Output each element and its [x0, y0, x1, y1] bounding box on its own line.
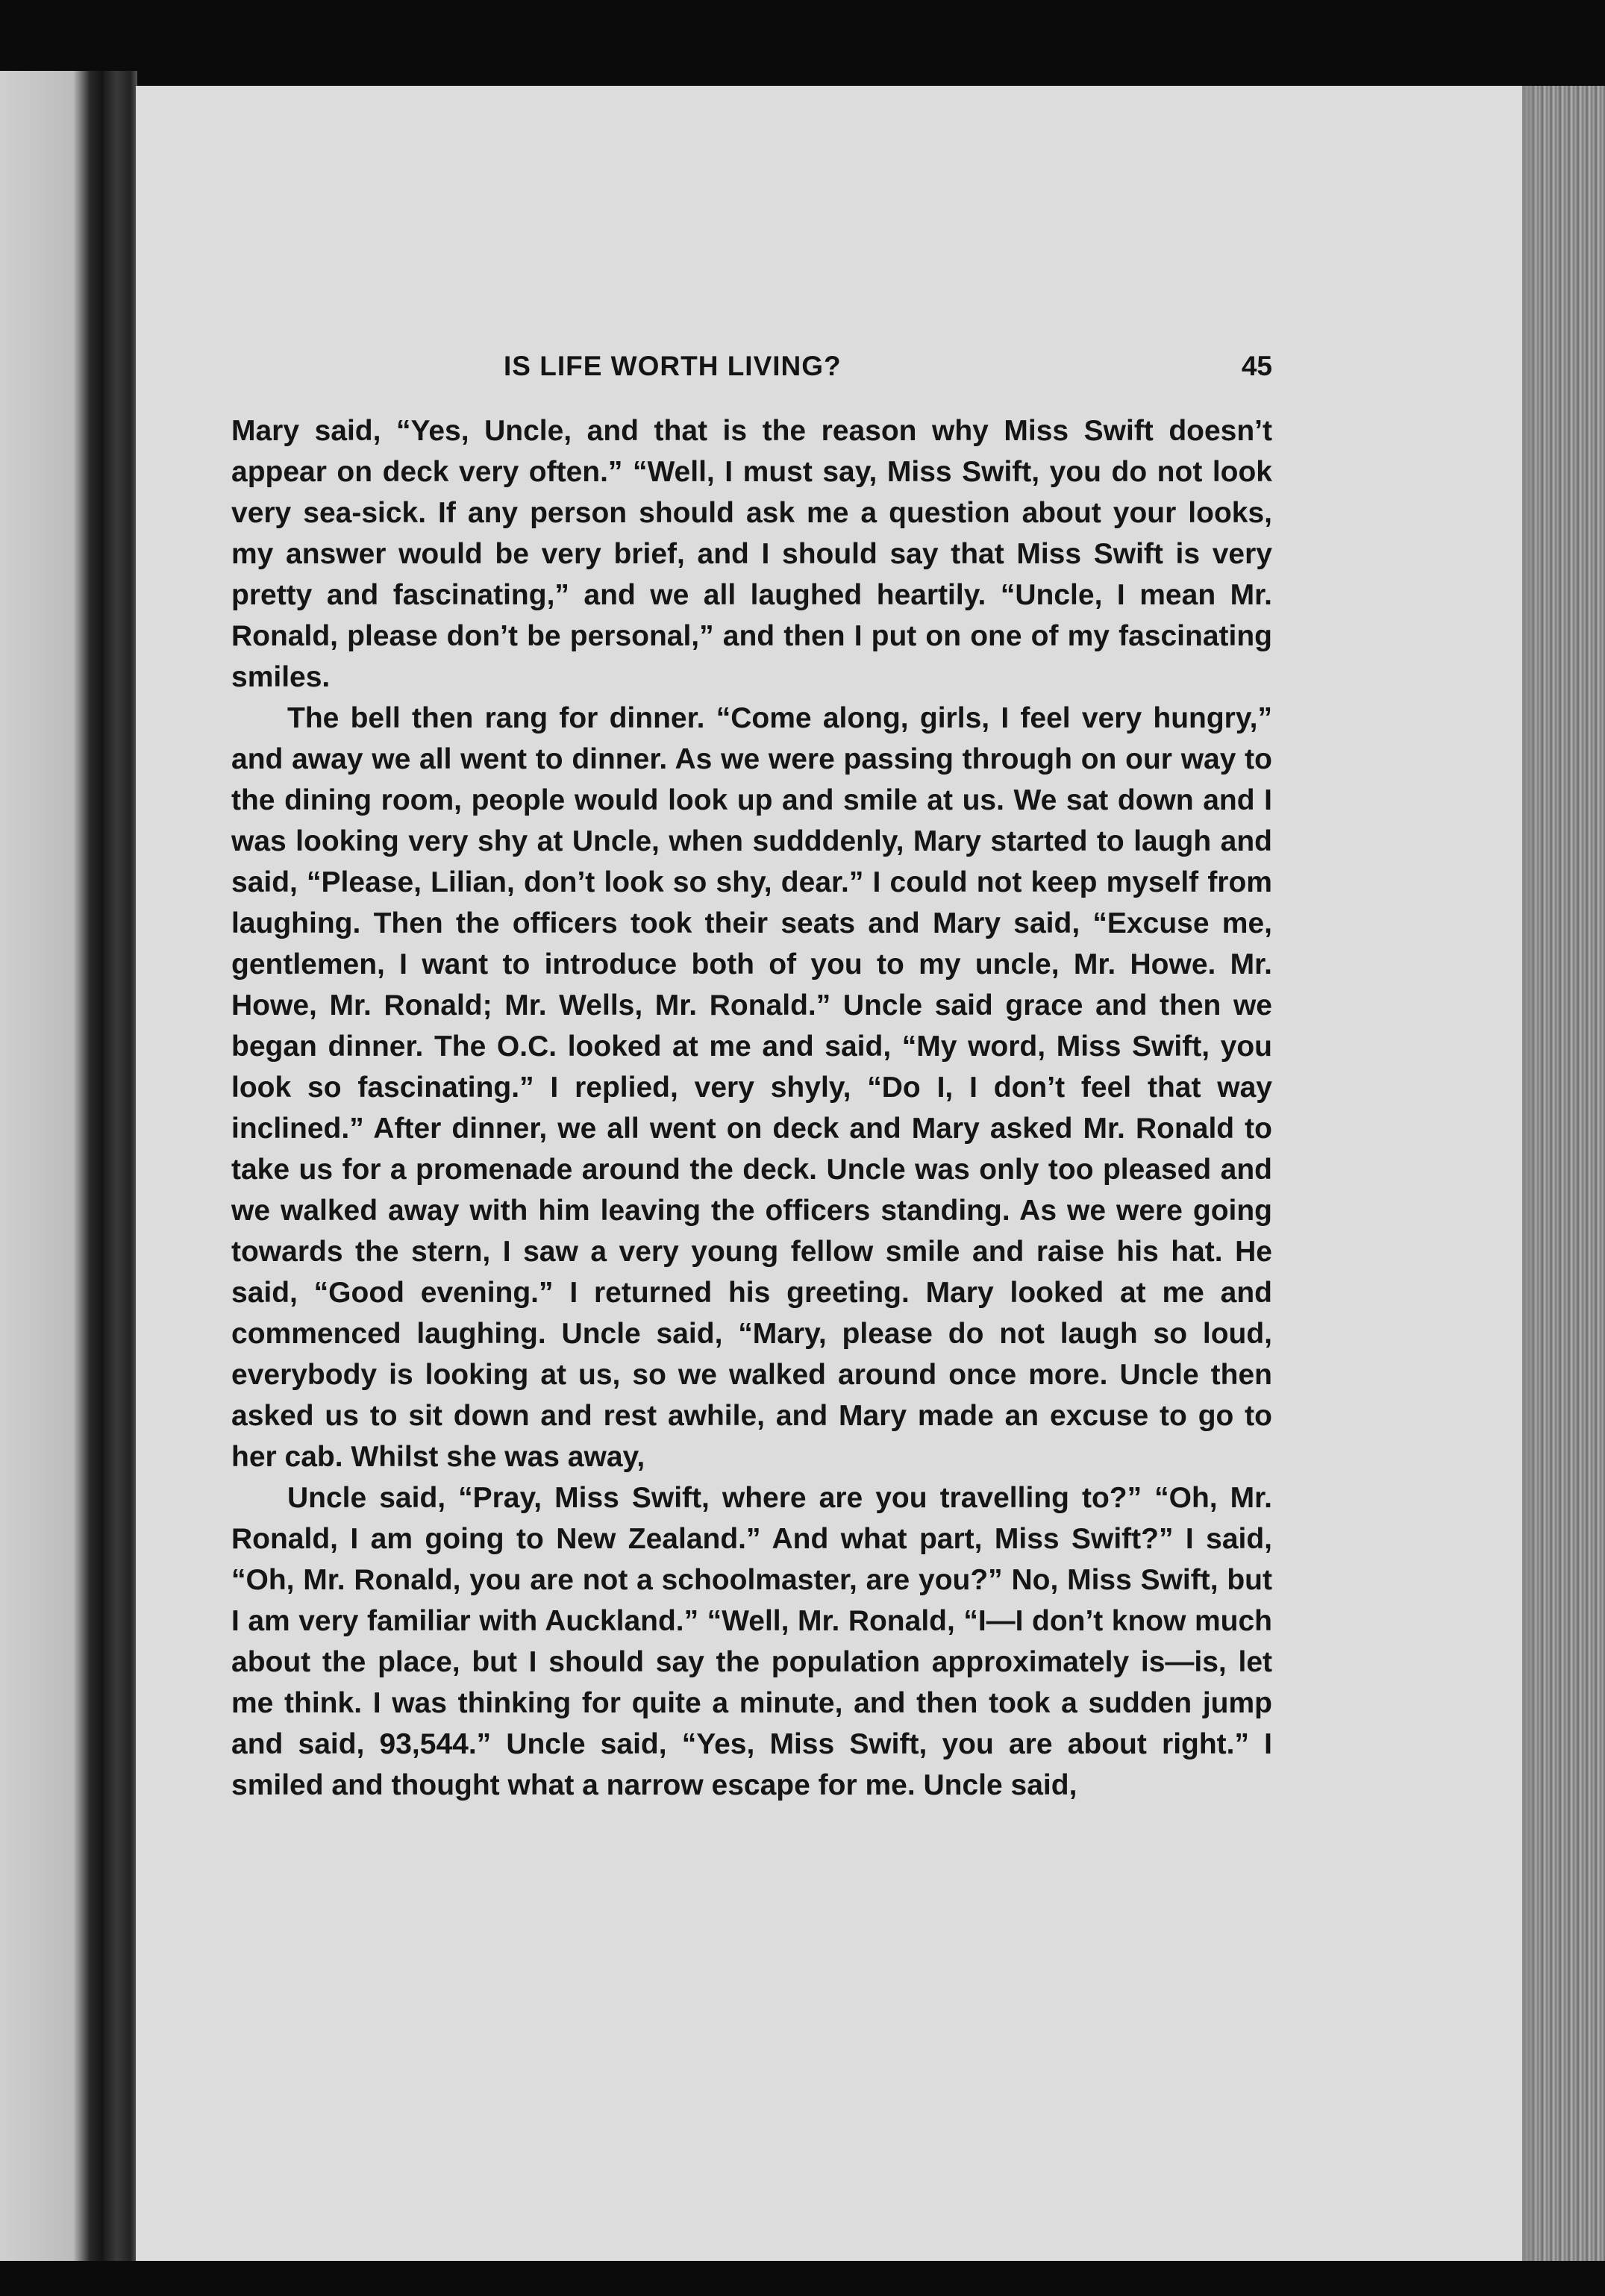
left-page-edge	[0, 71, 104, 2261]
paragraph: The bell then rang for dinner. “Come along, girls, I feel very hungry,” and away we all went to dinner. As we were passing through on our way to the dining room, people would look up and smile at us. We sat down and I was looking very shy at Uncle, when sudddenly, Mary started to laugh and said, “Please, Lilian, don’t look so shy, dear.” I could not keep myself from laughing. Then the officers took their seats and Mary said, “Excuse me, gentlemen, I want to introduce both of you to my uncle, Mr. Howe. Mr. Howe, Mr. Ronald; Mr. Wells, Mr. Ronald.” Uncle said grace and then we began dinner. The O.C. looked at me and said, “My word, Miss Swift, you look so fascinating.” I replied, very shyly, “Do I, I don’t feel that way inclined.” After dinner, we all went on deck and Mary asked Mr. Ronald to take us for a promenade around the deck. Uncle was only too pleased and we walked away with him leaving the officers standing. As we were going towards the stern, I saw a very young fellow smile and raise his hat. He said, “Good evening.” I returned his greeting. Mary looked at me and commenced laughing. Uncle said, “Mary, please do not laugh so loud, everybody is looking at us, so we walked around once more. Uncle then asked us to sit down and rest awhile, and Mary made an excuse to go to her cab. Whilst she was away,	[231, 702, 1272, 1473]
paragraph: Uncle said, “Pray, Miss Swift, where are you travelling to?” “Oh, Mr. Ronald, I am going to New Zealand.” And what part, Miss Swift?” I said, “Oh, Mr. Ronald, you are not a schoolmaster, are you?” No, Miss Swift, but I am very familiar with Auckland.” “Well, Mr. Ronald, “I—I don’t know much about the place, but I should say the population approximately is—is, let me think. I was thinking for quite a minute, and then took a sudden jump and said, 93,544.” Uncle said, “Yes, Miss Swift, you are about right.” I smiled and thought what a narrow escape for me. Uncle said,	[231, 1482, 1272, 1801]
page-number: 45	[1241, 351, 1272, 381]
running-title: IS LIFE WORTH LIVING?	[504, 351, 842, 381]
running-header	[231, 351, 1272, 395]
binding-edge	[103, 71, 137, 2265]
page-edge-shadow	[1522, 86, 1539, 2261]
scan-border	[0, 2261, 1605, 2296]
paragraph: Mary said, “Yes, Uncle, and that is the reason why Miss Swift doesn’t appear on deck very often.” “Well, I must say, Miss Swift, you do not look very sea-sick. If any person should ask me a question about your looks, my answer would be very brief, and I should say that Miss Swift is very pretty and fascinating,” and we all laughed heartily. “Uncle, I mean Mr. Ronald, please don’t be personal,” and then I put on one of my fascinating smiles.	[231, 415, 1272, 693]
body-text	[231, 410, 1272, 1806]
